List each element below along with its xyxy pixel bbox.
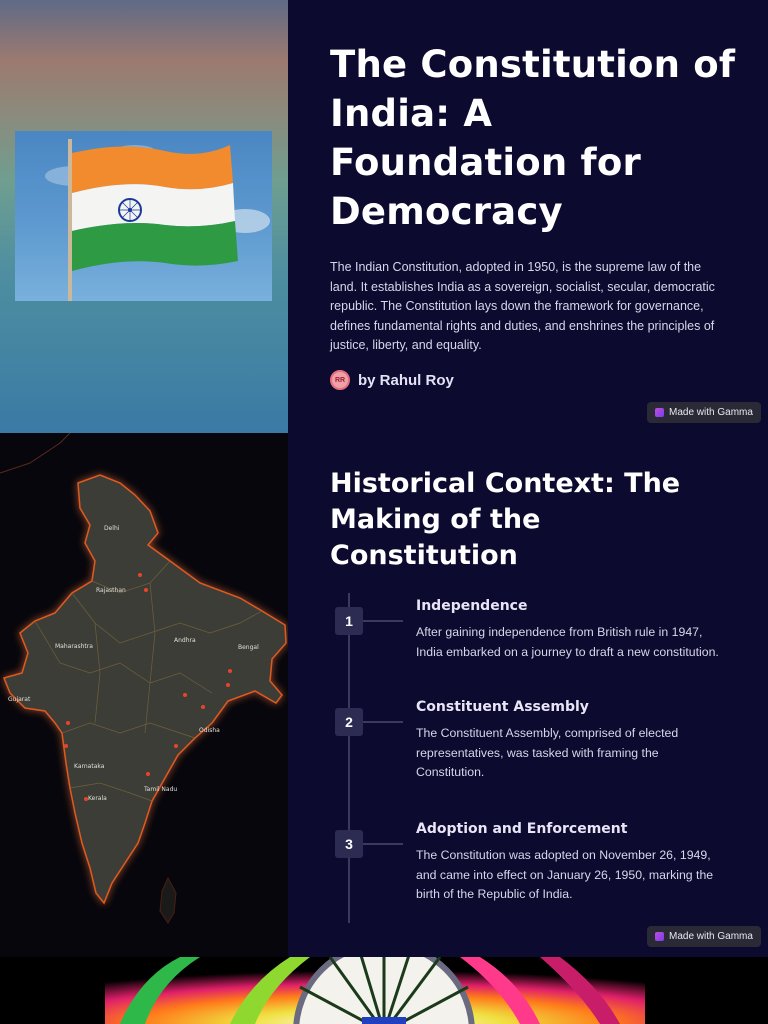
map-label: Odisha [199,727,220,734]
section-title: Historical Context: The Making of the Constitution [330,468,681,571]
step-title: Constituent Assembly [416,699,589,715]
step-number: 2 [335,708,363,736]
intro-paragraph: The Indian Constitution, adopted in 1950, is the supreme law of the land. It establishes India as a sovereign, socialist, secular, democratic republic. The Constitution lays down the framework for governance, defines fundamental rights and duties, and enshrines the principles of justice, liberty, and equality. [330,260,715,353]
badge-label: Made with Gamma [669,407,753,418]
map-label: Gujarat [8,696,31,703]
map-label: Maharashtra [55,643,93,650]
made-with-gamma-button[interactable] [647,926,761,947]
slide-title [0,0,768,433]
map-label: Kerala [88,795,107,802]
map-label: Karnataka [74,763,105,770]
step-text: The Constitution was adopted on November 26, 1949, and came into effect on January 26, 1950, marking the birth of the Republic of India. [416,848,714,902]
map-label: Bengal [238,644,259,651]
step-title: Adoption and Enforcement [416,821,628,837]
title-content [288,0,768,433]
flag-image [15,131,272,301]
author-byline [330,370,454,390]
slide-historical-context [0,433,768,957]
gamma-logo-icon [655,932,664,941]
gamma-logo-icon [655,408,664,417]
avatar: RR [330,370,350,390]
timeline-content [288,433,768,957]
step-connector [363,620,403,622]
made-with-gamma-button[interactable] [647,402,761,423]
india-map [0,433,288,957]
step-connector [363,843,403,845]
ashoka-chakra-art [0,957,768,1024]
map-label: Rajasthan [96,587,126,594]
page-title: The Constitution of India: A Foundation for Democracy [330,43,736,233]
step-number: 3 [335,830,363,858]
author-name: by Rahul Roy [358,371,454,389]
hero-image-panel [0,0,288,433]
step-title: Independence [416,598,528,614]
step-connector [363,721,403,723]
step-text: After gaining independence from British rule in 1947, India embarked on a journey to draft a new constitution. [416,625,719,659]
map-label: Tamil Nadu [144,786,178,793]
step-number: 1 [335,607,363,635]
timeline-line [348,593,350,923]
map-label: Delhi [104,525,120,532]
slide-decorative-banner [0,957,768,1024]
badge-label: Made with Gamma [669,931,753,942]
step-text: The Constituent Assembly, comprised of elected representatives, was tasked with framing the Constitution. [416,726,679,780]
map-label: Andhra [174,637,196,644]
